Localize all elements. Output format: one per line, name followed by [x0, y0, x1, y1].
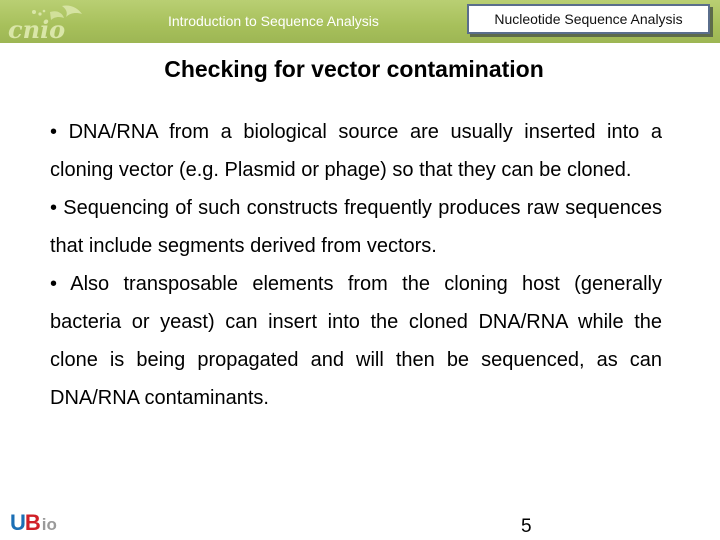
bullet-item: • Sequencing of such constructs frequently produces raw sequences that include segments derived from vectors. — [50, 197, 662, 257]
slide-title: Checking for vector contamination — [164, 56, 544, 82]
section-title: Nucleotide Sequence Analysis — [494, 11, 683, 27]
ubio-logo-io: io — [41, 515, 57, 534]
bullet-item: • Also transposable elements from the cloning host (generally bacteria or yeast) can insert into the cloned DNA/RNA while the clone is being propagated and will then be sequenced, as can DNA/RNA contaminants. — [50, 273, 662, 409]
bullet-list — [50, 113, 662, 417]
bullet-item: • DNA/RNA from a biological source are usually inserted into a cloning vector (e.g. Plasmid or phage) so that they can be cloned. — [50, 121, 662, 181]
presentation-title: Introduction to Sequence Analysis — [168, 13, 379, 29]
cnio-logo — [4, 2, 100, 42]
ubio-logo-u: U — [10, 510, 25, 535]
cnio-logo-text: cnio — [8, 15, 66, 42]
ubio-logo-b: B — [24, 510, 41, 535]
page-number: 5 — [521, 516, 532, 537]
ubio-logo — [10, 510, 57, 538]
section-title-box — [467, 4, 710, 34]
slide-header — [0, 0, 720, 43]
